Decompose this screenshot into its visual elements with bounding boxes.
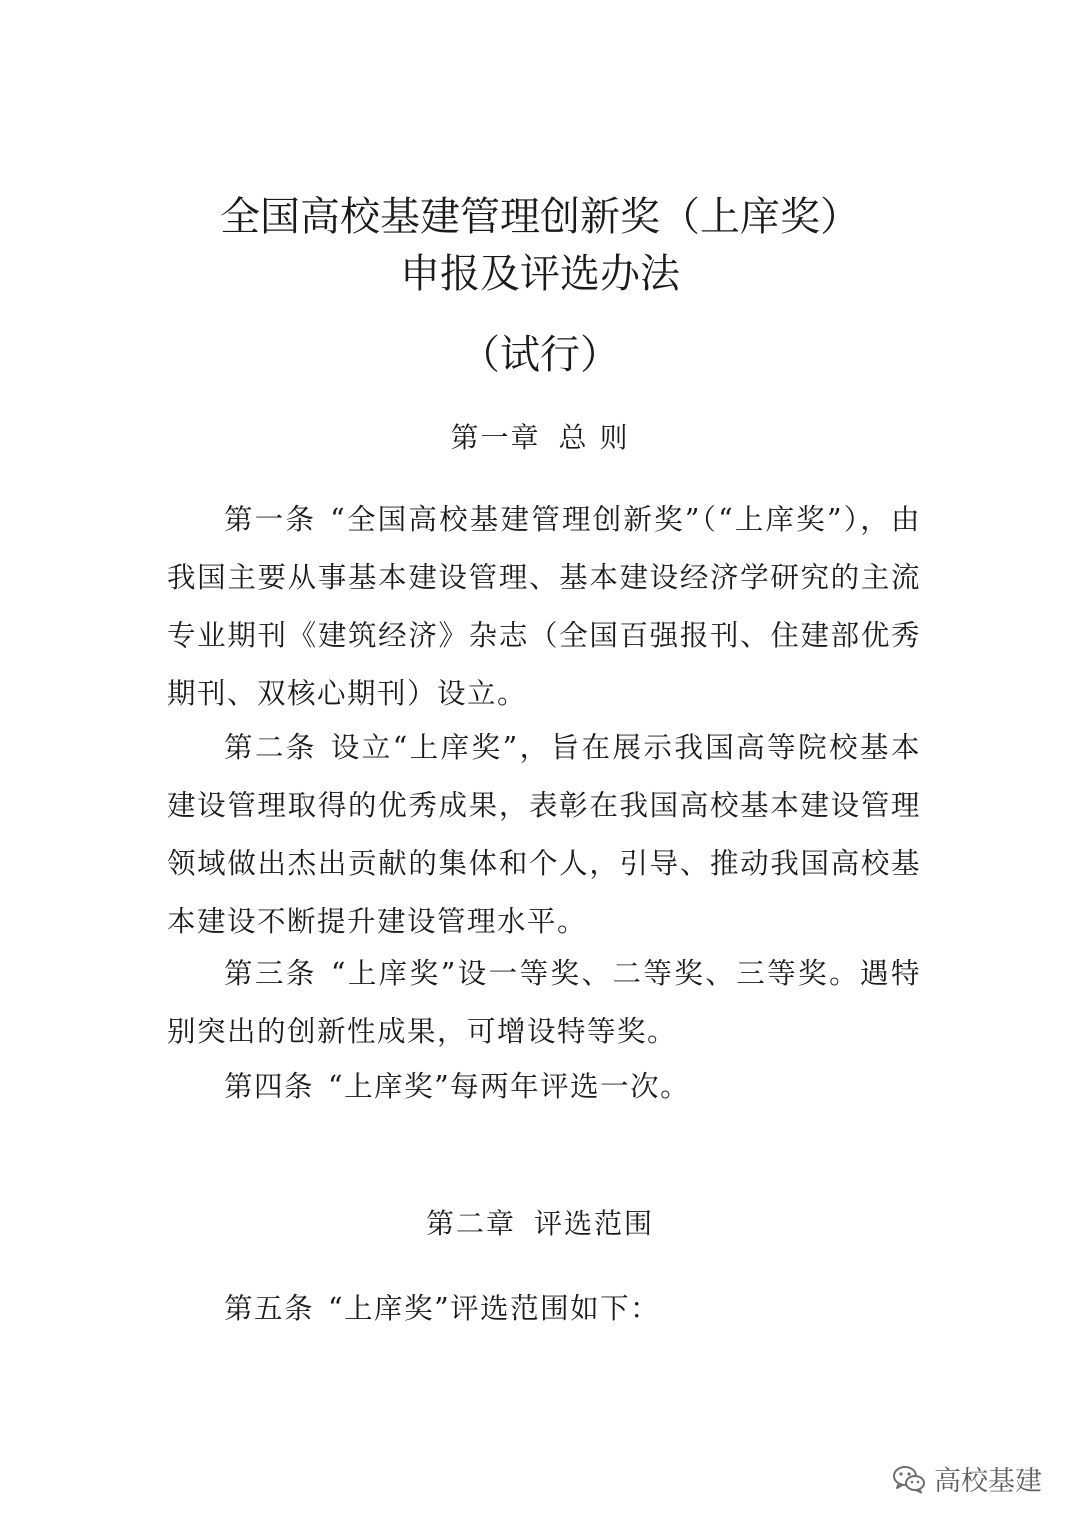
article-1 [167, 491, 921, 723]
article-4-label: 第四条 [224, 1070, 315, 1103]
watermark-text: 高校基建 [934, 1466, 1042, 1497]
chapter-2-heading [0, 1207, 1080, 1241]
article-4 [167, 1058, 921, 1116]
article-2-text: 设立“上庠奖”，旨在展示我国高等院校基本建设管理取得的优秀成果，表彰在我国高校基本建设管理领域做出杰出贡献的集体和个人，引导、推动我国高校基本建设不断提升建设管理水平。 [167, 731, 921, 938]
article-3 [167, 945, 921, 1061]
article-1-label: 第一条 [224, 503, 317, 536]
article-2-label: 第二条 [224, 731, 317, 764]
article-2 [167, 719, 921, 951]
chapter-2-name: 评选范围 [534, 1207, 655, 1240]
document-subtitle-trial: （试行） [460, 332, 620, 378]
article-3-label: 第三条 [224, 957, 317, 990]
article-1-text: “全国高校基建管理创新奖”（“上庠奖”），由我国主要从事基本建设管理、基本建设经济学研究的主流专业期刊《建筑经济》杂志（全国百强报刊、住建部优秀期刊、双核心期刊）设立。 [167, 503, 921, 710]
article-4-text: “上庠奖”每两年评选一次。 [328, 1070, 691, 1103]
watermark [892, 1459, 1042, 1498]
chapter-1-heading [0, 421, 1080, 455]
document-title-line-1: 全国高校基建管理创新奖（上庠奖） [220, 194, 860, 240]
document-title-line-2: 申报及评选办法 [400, 251, 680, 297]
article-5 [167, 1280, 921, 1338]
article-3-text: “上庠奖”设一等奖、二等奖、三等奖。遇特别突出的创新性成果，可增设特等奖。 [167, 957, 921, 1048]
chapter-1-number: 第一章 [450, 421, 541, 454]
article-5-text: “上庠奖”评选范围如下： [328, 1292, 661, 1325]
chapter-1-name: 总 则 [558, 421, 630, 454]
chapter-2-number: 第二章 [425, 1207, 516, 1240]
wechat-icon [892, 1464, 926, 1494]
article-5-label: 第五条 [224, 1292, 315, 1325]
